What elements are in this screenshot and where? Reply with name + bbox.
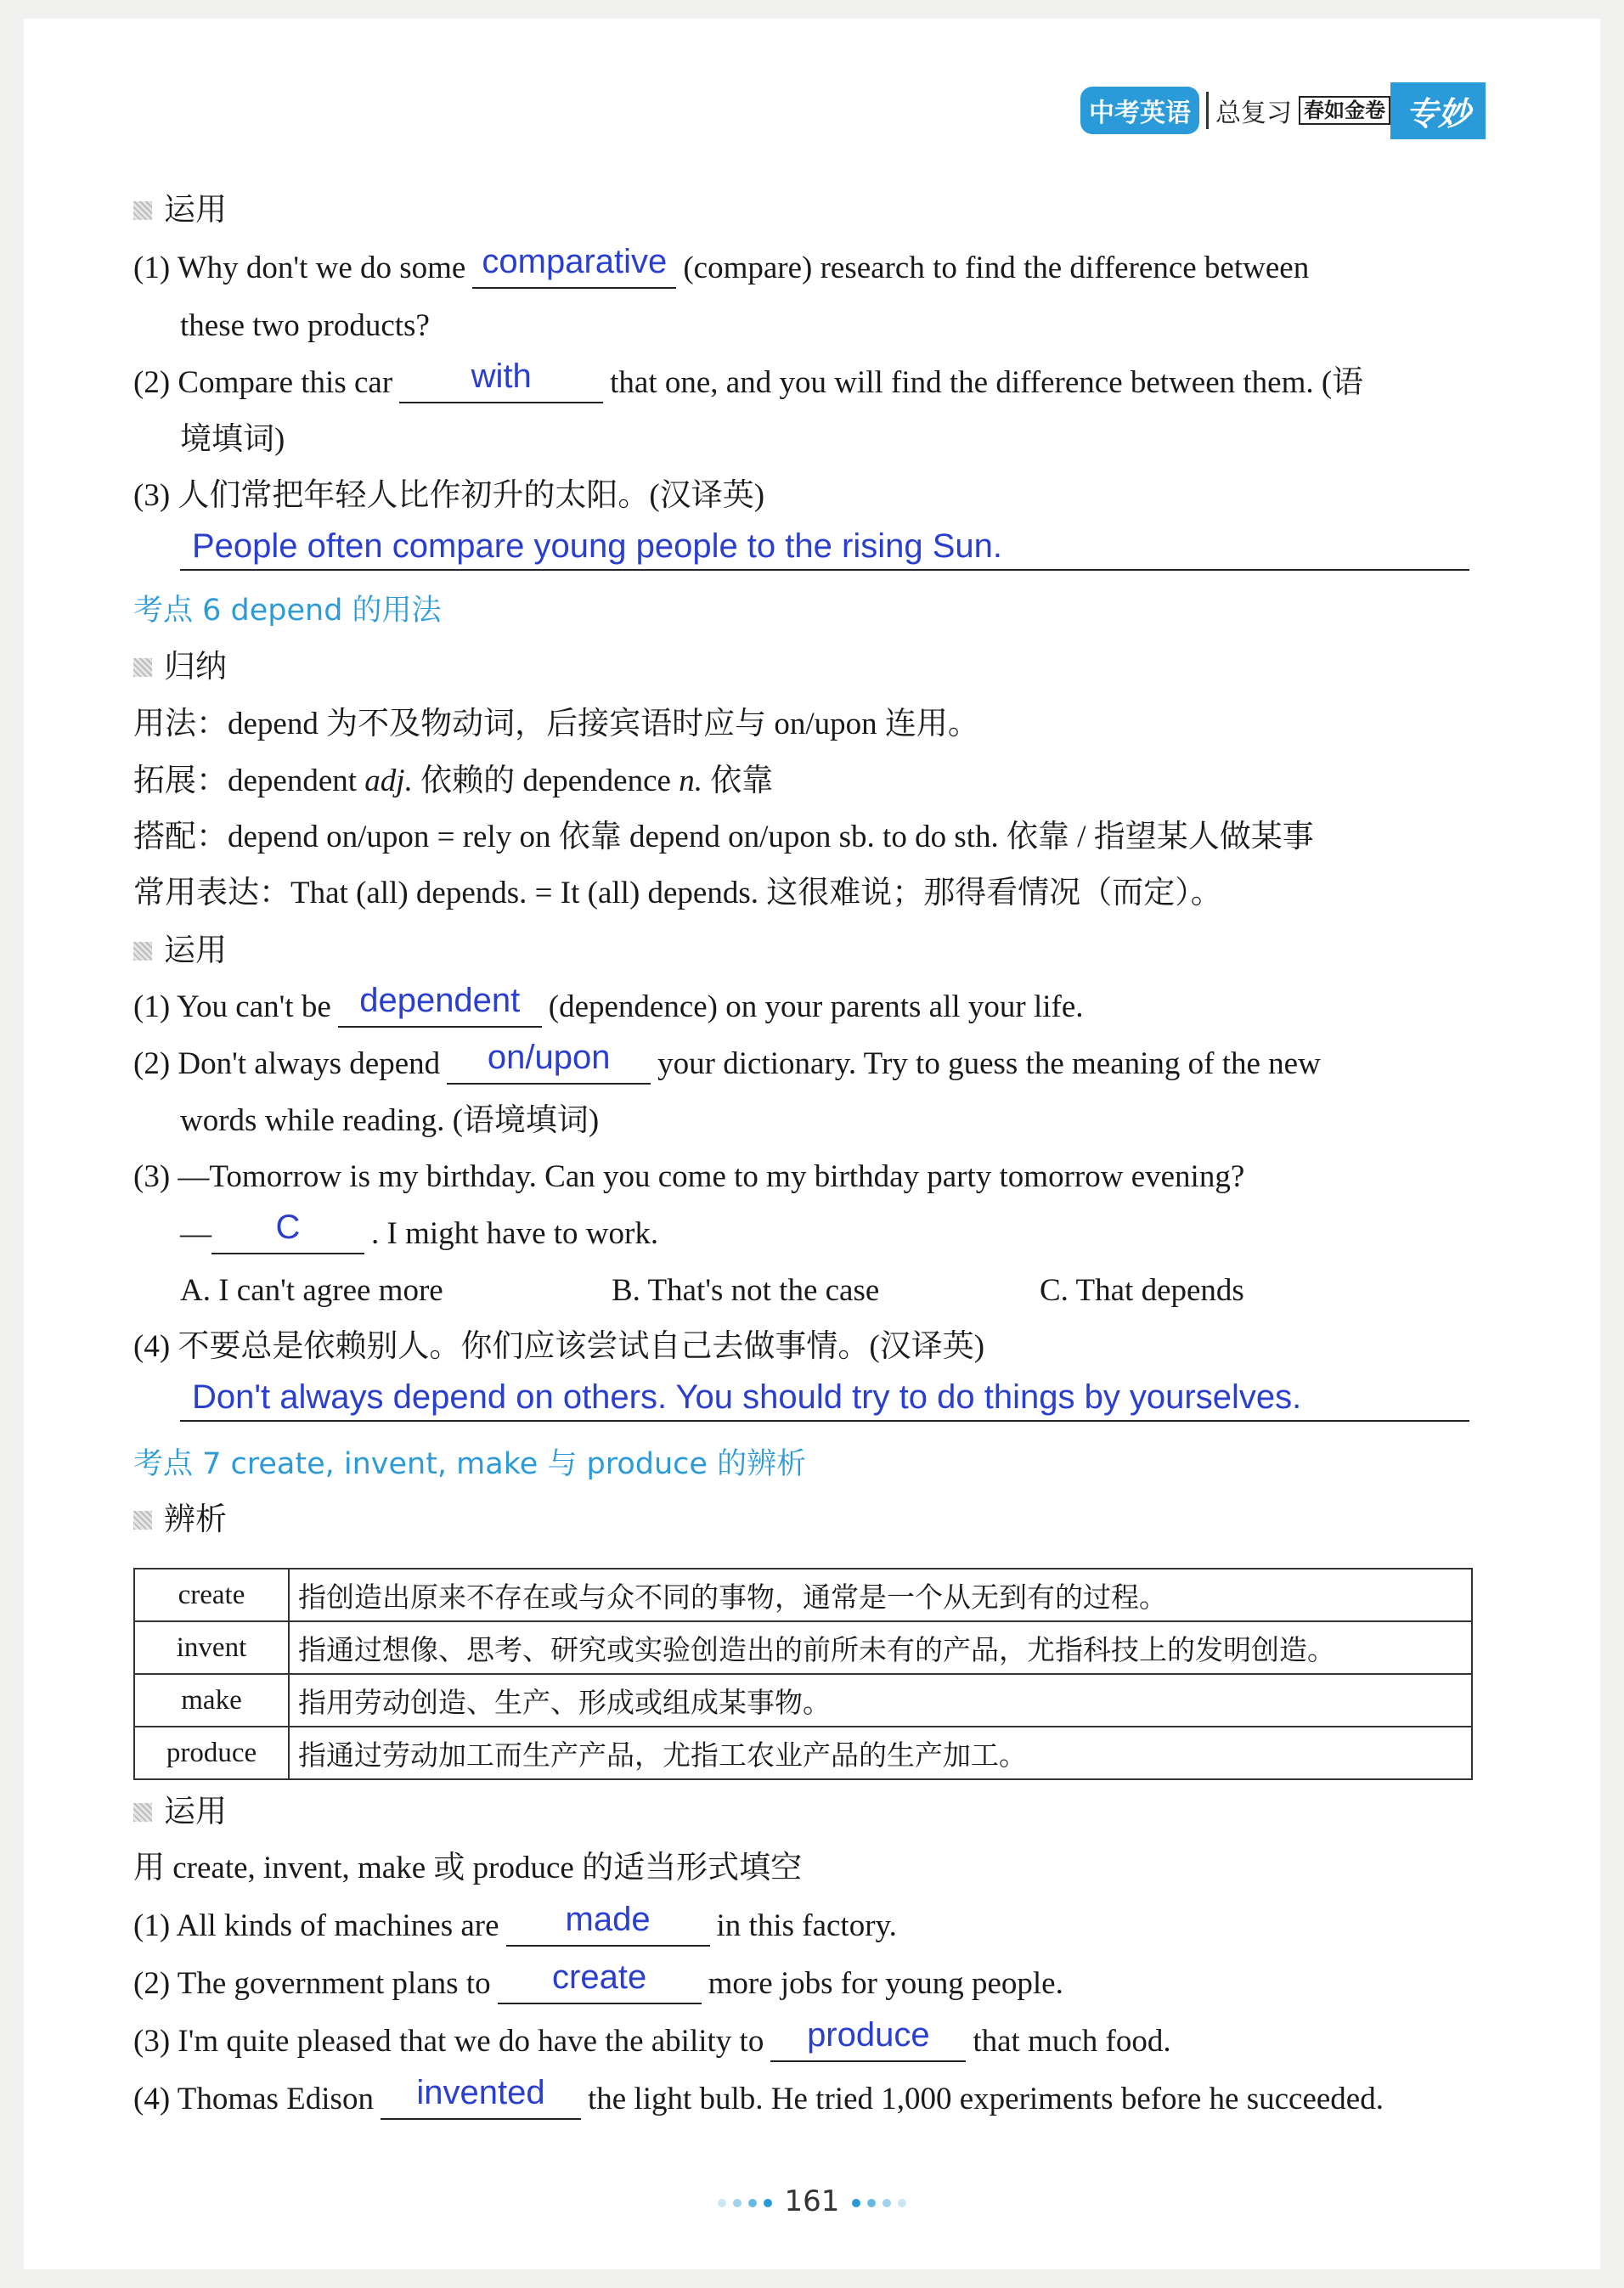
square-icon [133,1511,152,1530]
comparison-table [133,1568,1473,1780]
dot-decoration [764,2199,772,2207]
series-label: 中考英语 [1080,87,1199,134]
usage-text: 用法：depend 为不及物动词，后接宾语时应与 on/upon 连用。 [133,707,979,741]
answer-blank[interactable]: made [506,1908,710,1947]
answer-blank[interactable]: on/upon [447,1045,651,1085]
dot-decoration [882,2199,891,2207]
answer-blank[interactable]: create [498,1965,702,2004]
answer-line[interactable]: Don't always depend on others. You should try to do things by yourselves. [180,1378,1469,1422]
point-6-title: 考点 6 depend 的用法 [133,594,442,628]
brand-label: 专妙 [1390,82,1486,139]
header-logo [1080,80,1486,141]
table-row [134,1674,1472,1727]
question: (3) 人们常把年轻人比作初升的太阳。(汉译英) [133,478,765,513]
answer-line[interactable]: People often compare young people to the rising Sun. [180,527,1469,571]
answer-blank[interactable]: dependent [338,989,542,1028]
question: (2) Compare this car with that one, and you will find the difference between them. (语 [133,363,1363,403]
square-icon [133,201,152,220]
table-word: create [134,1569,289,1621]
question: (4) 不要总是依赖别人。你们应该尝试自己去做事情。(汉译英) [133,1329,985,1364]
dot-decoration [733,2199,742,2207]
table-row [134,1621,1472,1674]
question: (2) The government plans to create more jobs for young people. [133,1964,1063,2004]
expression-text: 常用表达：That (all) depends. = It (all) depends. 这很难说；那得看情况（而定）。 [133,876,1222,910]
dot-decoration [718,2199,726,2207]
instruction-text: 用 create, invent, make 或 produce 的适当形式填空 [133,1851,803,1885]
answer-blank[interactable]: invented [381,2081,581,2120]
box-label: 春如金卷 [1299,96,1390,125]
table-row [134,1727,1472,1779]
dot-decoration [867,2199,876,2207]
table-desc: 指创造出原来不存在或与众不同的事物，通常是一个从无到有的过程。 [289,1569,1472,1621]
question: (1) You can't be dependent (dependence) on your parents all your life. [133,987,1084,1028]
table-word: make [134,1674,289,1727]
point-7-title: 考点 7 create, invent, make 与 produce 的辨析 [133,1447,807,1481]
square-icon [133,942,152,961]
question-cont: 境填词) [180,422,285,457]
answer-blank[interactable]: comparative [472,250,676,289]
dot-decoration [852,2199,860,2207]
table-desc: 指通过想像、思考、研究或实验创造出的前所未有的产品，尤指科技上的发明创造。 [289,1621,1472,1674]
dot-decoration [748,2199,757,2207]
answer-blank[interactable]: C [211,1215,364,1254]
option-a[interactable]: A. I can't agree more [180,1273,443,1308]
question-cont: words while reading. (语境填词) [180,1103,600,1138]
answer-blank[interactable]: with [399,364,603,403]
section-heading: 辨析 [133,1500,227,1541]
table-desc: 指通过劳动加工而生产产品，尤指工农业产品的生产加工。 [289,1727,1472,1779]
question: (1) Why don't we do some comparative (compare) research to find the difference between [133,248,1309,289]
question: (2) Don't always depend on/upon your dictionary. Try to guess the meaning of the new [133,1044,1321,1085]
subtitle-label: 总复习 [1206,92,1299,129]
question: (4) Thomas Edison invented the light bulb. He tried 1,000 experiments before he succeeded. [133,2079,1384,2120]
table-desc: 指用劳动创造、生产、形成或组成某事物。 [289,1674,1472,1727]
dot-decoration [898,2199,906,2207]
question-cont: — C . I might have to work. [180,1214,658,1254]
section-heading: 运用 [133,190,227,231]
page-number: 161 [0,2184,1624,2218]
square-icon [133,658,152,677]
options [180,1271,1244,1311]
table-row [134,1569,1472,1621]
answer-blank[interactable]: produce [770,2023,966,2062]
expand-text: 拓展：dependent adj. 依赖的 dependence n. 依靠 [133,764,774,798]
table-word: invent [134,1621,289,1674]
table-word: produce [134,1727,289,1779]
square-icon [133,1803,152,1822]
collocation-text: 搭配：depend on/upon = rely on 依靠 depend on/upon sb. to do sth. 依靠 / 指望某人做某事 [133,820,1314,854]
option-b[interactable]: B. That's not the case [612,1273,880,1308]
question: (3) I'm quite pleased that we do have the ability to produce that much food. [133,2021,1171,2062]
section-heading: 运用 [133,931,227,972]
section-heading: 归纳 [133,647,227,688]
question: (1) All kinds of machines are made in this factory. [133,1906,897,1947]
section-heading: 运用 [133,1792,227,1833]
question-cont: these two products? [180,308,430,343]
option-c[interactable]: C. That depends [1040,1273,1244,1308]
question: (3) —Tomorrow is my birthday. Can you come to my birthday party tomorrow evening? [133,1159,1245,1194]
